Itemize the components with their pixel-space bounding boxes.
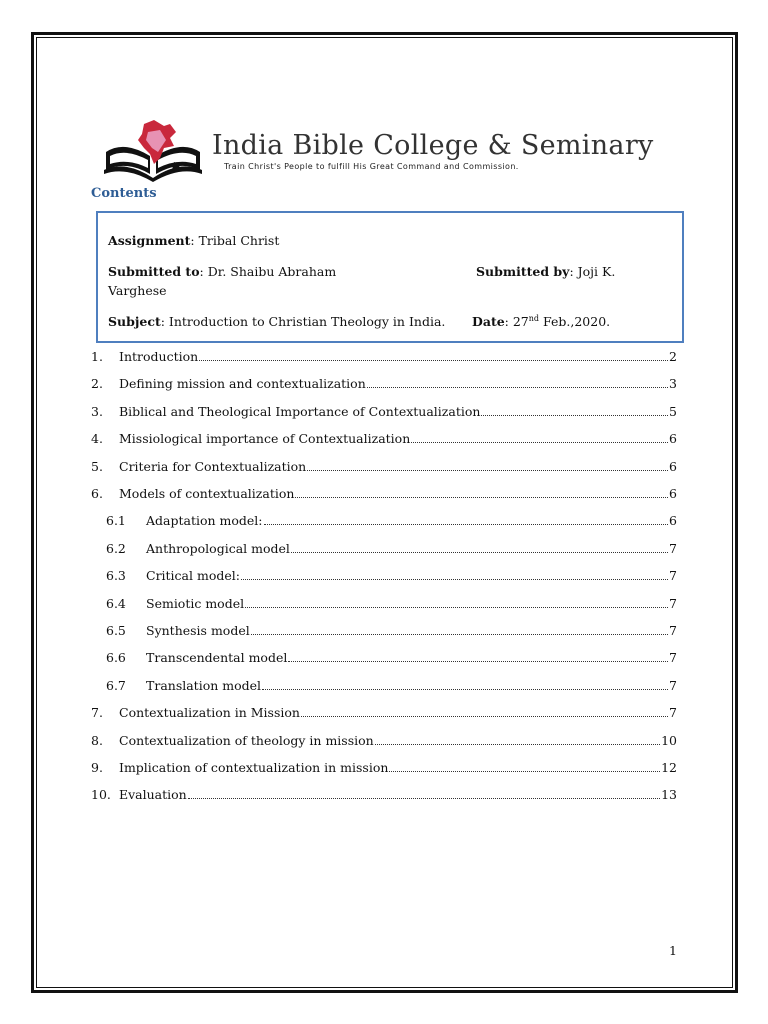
toc-entry-page: 7 bbox=[669, 541, 677, 556]
assignment-label: Assignment bbox=[108, 233, 191, 248]
toc-entry-title: Introduction bbox=[119, 349, 199, 364]
toc-entry[interactable] bbox=[91, 787, 677, 805]
toc-entry-page: 7 bbox=[669, 596, 677, 611]
toc-dot-leader bbox=[199, 359, 668, 361]
toc-dot-leader bbox=[411, 441, 668, 443]
toc-entry-title: Adaptation model: bbox=[146, 513, 263, 528]
toc-entry[interactable] bbox=[91, 705, 677, 723]
toc-entry[interactable] bbox=[91, 733, 677, 751]
submitted-by-label: Submitted by bbox=[476, 264, 570, 279]
toc-entry-title: Contextualization of theology in mission bbox=[119, 733, 374, 748]
toc-entry-page: 13 bbox=[661, 787, 677, 802]
submitted-to-value: : Dr. Shaibu Abraham bbox=[199, 264, 337, 279]
toc-entry-page: 3 bbox=[669, 376, 677, 391]
toc-entry-number: 6.4 bbox=[106, 596, 126, 611]
toc-dot-leader bbox=[262, 688, 668, 690]
toc-entry-page: 5 bbox=[669, 404, 677, 419]
toc-entry[interactable] bbox=[91, 760, 677, 778]
toc-entry-page: 10 bbox=[661, 733, 677, 748]
toc-entry[interactable] bbox=[91, 459, 677, 477]
toc-entry-number: 6.1 bbox=[106, 513, 126, 528]
toc-entry-title: Defining mission and contextualization bbox=[119, 376, 366, 391]
submitted-by-line bbox=[476, 264, 615, 279]
toc-entry-number: 6.5 bbox=[106, 623, 126, 638]
toc-dot-leader bbox=[241, 578, 668, 580]
toc-dot-leader bbox=[301, 715, 668, 717]
toc-dot-leader bbox=[295, 496, 668, 498]
college-logo-icon bbox=[104, 118, 204, 182]
toc-entry-number: 6.7 bbox=[106, 678, 126, 693]
toc-entry[interactable] bbox=[91, 349, 677, 367]
subject-label: Subject bbox=[108, 314, 161, 329]
toc-dot-leader bbox=[367, 386, 668, 388]
toc-entry-number: 8. bbox=[91, 733, 103, 748]
toc-entry[interactable] bbox=[106, 513, 677, 531]
toc-dot-leader bbox=[288, 660, 668, 662]
toc-entry[interactable] bbox=[91, 376, 677, 394]
toc-entry-number: 6. bbox=[91, 486, 103, 501]
submitted-to-label: Submitted to bbox=[108, 264, 200, 279]
date-line bbox=[472, 314, 610, 329]
date-suffix: nd bbox=[528, 314, 540, 323]
toc-entry-page: 6 bbox=[669, 486, 677, 501]
toc-entry-title: Criteria for Contextualization bbox=[119, 459, 307, 474]
assignment-value: : Tribal Christ bbox=[190, 233, 280, 248]
toc-dot-leader bbox=[481, 414, 668, 416]
toc-entry-number: 9. bbox=[91, 760, 103, 775]
subject-value: : Introduction to Christian Theology in India. bbox=[160, 314, 446, 329]
toc-entry-title: Anthropological model bbox=[146, 541, 290, 556]
toc-entry-page: 7 bbox=[669, 568, 677, 583]
toc-entry-title: Contextualization in Mission bbox=[119, 705, 300, 720]
toc-entry-page: 12 bbox=[661, 760, 677, 775]
date-rest: Feb.,2020. bbox=[539, 314, 611, 330]
toc-dot-leader bbox=[389, 770, 660, 772]
toc-entry-title: Transcendental model bbox=[146, 650, 288, 665]
toc-entry-number: 5. bbox=[91, 459, 103, 474]
toc-entry-title: Implication of contextualization in mission bbox=[119, 760, 389, 775]
contents-heading: Contents bbox=[91, 186, 157, 201]
assignment-info-box bbox=[96, 211, 684, 343]
assignment-line bbox=[108, 233, 279, 248]
toc-dot-leader bbox=[307, 469, 668, 471]
toc-dot-leader bbox=[375, 743, 660, 745]
toc-entry-number: 6.3 bbox=[106, 568, 126, 583]
toc-entry-page: 6 bbox=[669, 513, 677, 528]
toc-entry-title: Critical model: bbox=[146, 568, 240, 583]
toc-entry-title: Biblical and Theological Importance of Contextualization bbox=[119, 404, 481, 419]
toc-entry-title: Missiological importance of Contextualization bbox=[119, 431, 411, 446]
toc-entry-number: 1. bbox=[91, 349, 103, 364]
toc-dot-leader bbox=[245, 606, 668, 608]
toc-entry-page: 7 bbox=[669, 623, 677, 638]
toc-entry-number: 2. bbox=[91, 376, 103, 391]
college-motto: Train Christ's People to fulfill His Great Command and Commission. bbox=[224, 162, 519, 171]
toc-entry-number: 10. bbox=[91, 787, 111, 802]
toc-entry-page: 6 bbox=[669, 431, 677, 446]
toc-entry[interactable] bbox=[91, 486, 677, 504]
toc-entry[interactable] bbox=[106, 650, 677, 668]
toc-entry-number: 4. bbox=[91, 431, 103, 446]
toc-dot-leader bbox=[264, 523, 669, 525]
toc-entry-page: 2 bbox=[669, 349, 677, 364]
toc-entry[interactable] bbox=[106, 623, 677, 641]
date-label: Date bbox=[472, 314, 505, 330]
toc-entry-page: 7 bbox=[669, 705, 677, 720]
toc-entry-title: Translation model bbox=[146, 678, 262, 693]
toc-entry-title: Evaluation bbox=[119, 787, 187, 802]
toc-entry[interactable] bbox=[106, 568, 677, 586]
toc-entry[interactable] bbox=[106, 678, 677, 696]
submitted-by-continuation: Varghese bbox=[108, 283, 167, 298]
toc-dot-leader bbox=[291, 551, 668, 553]
toc-entry-page: 7 bbox=[669, 678, 677, 693]
toc-entry[interactable] bbox=[106, 596, 677, 614]
toc-entry-number: 7. bbox=[91, 705, 103, 720]
toc-entry-page: 7 bbox=[669, 650, 677, 665]
toc-entry[interactable] bbox=[91, 404, 677, 422]
page-number: 1 bbox=[669, 943, 677, 958]
submitted-to-line bbox=[108, 264, 336, 279]
toc-entry[interactable] bbox=[106, 541, 677, 559]
toc-dot-leader bbox=[251, 633, 668, 635]
subject-line bbox=[108, 314, 445, 329]
toc-entry-number: 6.6 bbox=[106, 650, 126, 665]
toc-entry[interactable] bbox=[91, 431, 677, 449]
college-name: India Bible College & Seminary bbox=[212, 130, 654, 161]
toc-entry-page: 6 bbox=[669, 459, 677, 474]
toc-entry-title: Semiotic model bbox=[146, 596, 245, 611]
toc-entry-number: 6.2 bbox=[106, 541, 126, 556]
toc-dot-leader bbox=[188, 797, 660, 799]
date-day: : 27 bbox=[504, 314, 529, 330]
toc-entry-title: Synthesis model bbox=[146, 623, 250, 638]
toc-entry-title: Models of contextualization bbox=[119, 486, 295, 501]
toc-entry-number: 3. bbox=[91, 404, 103, 419]
submitted-by-value: : Joji K. bbox=[569, 264, 616, 279]
